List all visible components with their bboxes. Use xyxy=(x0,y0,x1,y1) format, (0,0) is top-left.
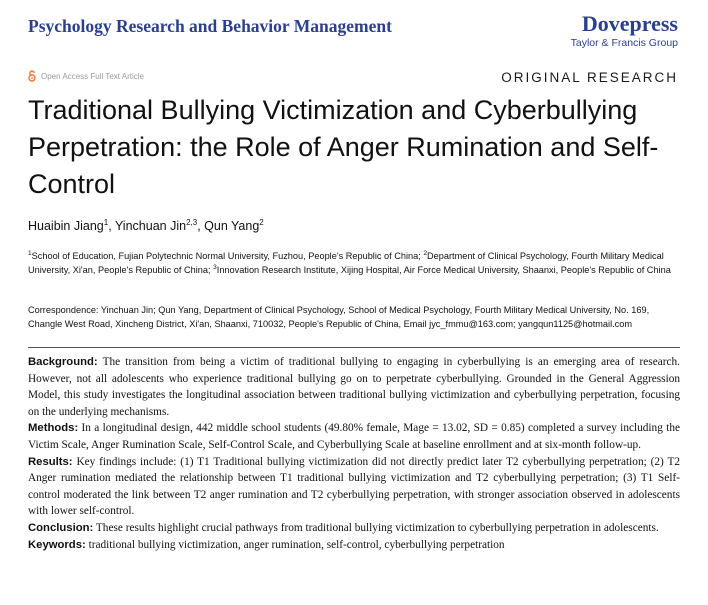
author-affiliation-mark: 2,3 xyxy=(186,217,198,227)
article-title: Traditional Bullying Victimization and Cyberbullying Perpetration: the Role of Anger Rumination and Self-Control xyxy=(28,95,659,199)
affiliation-text: Department of Clinical Psychology, Fourth Military Medical University, Xi'an, People's Republic of China; xyxy=(28,251,664,275)
author-name[interactable]: Qun Yang xyxy=(204,219,260,233)
abstract-text: In a longitudinal design, 442 middle school students (49.80% female, Mage = 13.02, SD = 0.85) completed a survey including the Victim Scale, Anger Rumination Scale, Self-Control Scale, and Cyberbullying Scale at baseline enrollment and at six-month follow-up. xyxy=(28,422,680,451)
affiliation-number: 3 xyxy=(213,263,217,271)
affiliation-text: Innovation Research Institute, Xijing Hospital, Air Force Medical University, Shaanxi, People's Republic of China xyxy=(216,264,671,275)
author-separator: , xyxy=(197,219,205,233)
author-affiliation-mark: 1 xyxy=(103,217,109,227)
abstract-results xyxy=(28,454,680,520)
publisher-name: Dovepress xyxy=(581,11,678,36)
abstract-text: These results highlight crucial pathways from traditional bullying victimization to cyberbullying perpetration in adolescents. xyxy=(95,521,659,534)
abstract-label: Conclusion: xyxy=(28,521,94,534)
author-affiliation-mark: 2 xyxy=(259,217,264,227)
author-list xyxy=(28,219,264,233)
publisher-logo[interactable] xyxy=(571,12,678,49)
author-separator: , xyxy=(108,219,115,233)
abstract-label: Results: xyxy=(28,455,73,468)
article-type: ORIGINAL RESEARCH xyxy=(501,70,678,85)
keywords-text: traditional bullying victimization, anger rumination, self-control, cyberbullying perpetration xyxy=(88,538,505,551)
publisher-subtitle: Taylor & Francis Group xyxy=(570,37,678,49)
abstract-text: The transition from being a victim of traditional bullying to engaging in cyberbullying is an emerging area of research. However, not all adolescents who experience traditional bullying go on to perpetrate cyberbullying. Grounded in the General Aggression Model, this study investigates the longitudinal association between traditional bullying victimization and cyberbullying perpetration, focusing on the underlying mechanisms. xyxy=(28,356,680,418)
abstract-label: Background: xyxy=(28,356,98,368)
abstract-label: Keywords: xyxy=(28,538,86,551)
abstract-text: Key findings include: (1) T1 Traditional bullying victimization did not directly predict later T2 cyberbullying perpetration; (2) T2 Anger rumination mediated the relationship between T1 traditional bullying victimization and T2 cyberbullying perpetration; (3) T1 Self-control moderated the link between T2 anger rumination and T2 cyberbullying perpetration, with stronger association observed in adolescents with lower self-control. xyxy=(28,455,680,518)
abstract-keywords xyxy=(28,537,680,554)
affiliation-text: School of Education, Fujian Polytechnic Normal University, Fuzhou, People's Republic of China; xyxy=(31,251,424,261)
affiliation-number: 2 xyxy=(423,249,427,257)
affiliations xyxy=(28,250,680,277)
correspondence: Correspondence: Yinchuan Jin; Qun Yang, Department of Clinical Psychology, School of Medical Psychology, Fourth Military Medical University, No. 169, Changle West Road, Xincheng District, Xi'an, Shaanxi, 710032, People's Republic of China, Email jyc_fmmu@163.com; yangqun1125@hotmail.com xyxy=(28,305,650,329)
abstract xyxy=(28,347,680,605)
abstract-conclusion xyxy=(28,520,680,537)
abstract-background xyxy=(28,354,680,420)
affiliation-number: 1 xyxy=(28,249,32,257)
author-name[interactable]: Yinchuan Jin xyxy=(114,219,187,233)
open-access-badge xyxy=(28,70,144,82)
abstract-label: Methods: xyxy=(28,422,79,435)
abstract-methods xyxy=(28,420,680,453)
author-name[interactable]: Huaibin Jiang xyxy=(28,219,104,233)
journal-title: Psychology Research and Behavior Management xyxy=(28,16,392,36)
open-access-label: Open Access Full Text Article xyxy=(41,71,145,81)
open-access-icon xyxy=(28,70,36,82)
